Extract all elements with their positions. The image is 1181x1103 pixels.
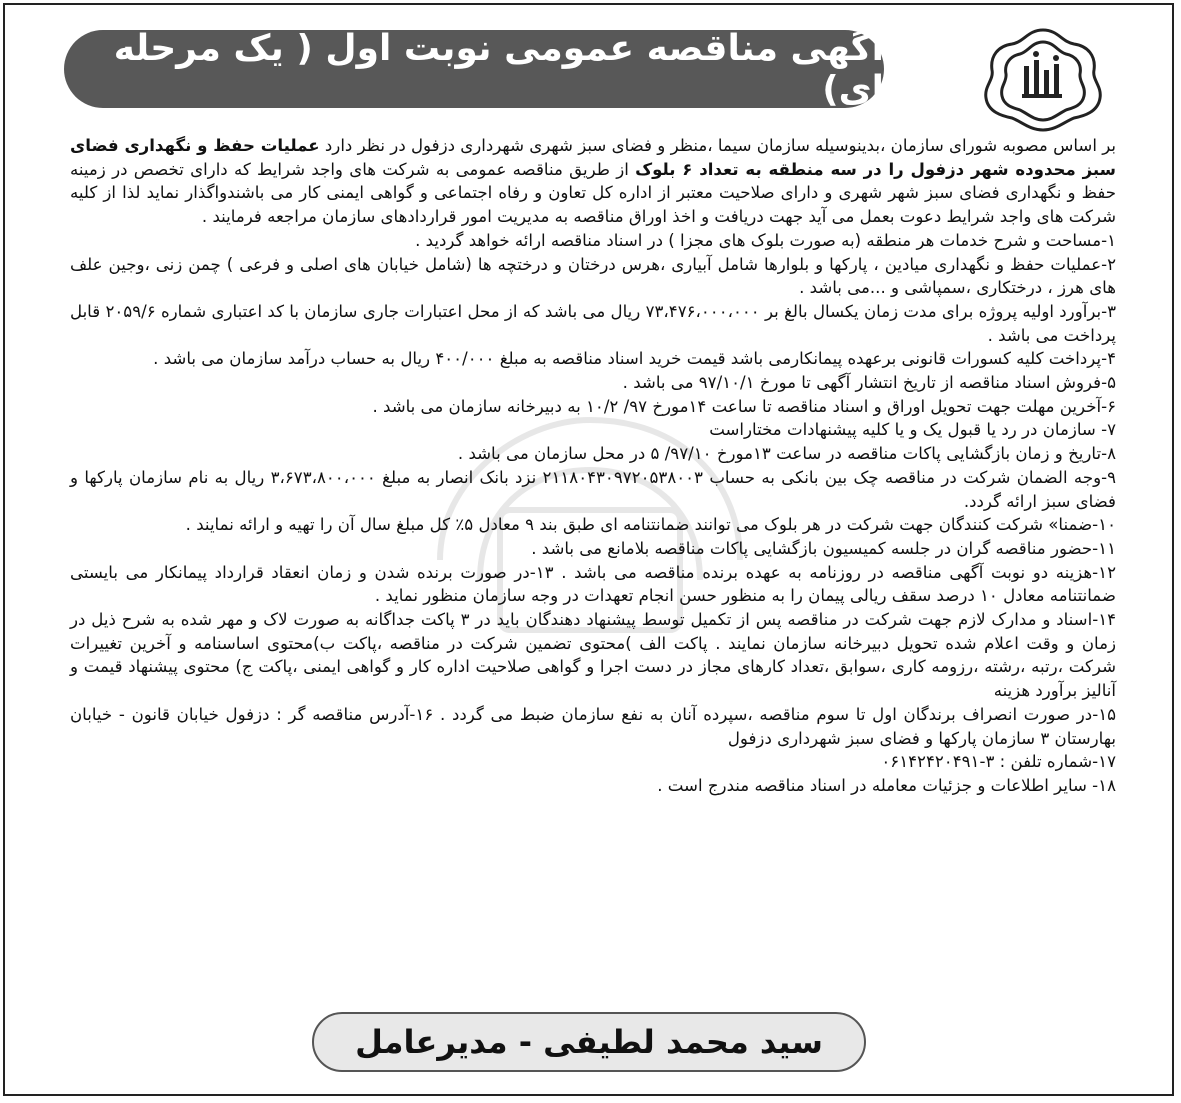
notice-title-banner [64, 30, 884, 108]
clause-3: ۳-برآورد اولیه پروژه برای مدت زمان یکسال بالغ بر ۷۳،۴۷۶،۰۰۰،۰۰۰ ریال می باشد که از محل اعتبارات جاری سازمان با کد اعتباری شماره ۲۰۵۹/۶ قابل پرداخت می باشد . [70, 301, 1117, 345]
notice-body [70, 134, 1116, 798]
clause-9: ۹-وجه الضمان شرکت در مناقصه چک بین بانکی به حساب ۲۱۱۸۰۴۳۰۹۷۲۰۵۳۸۰۰۳ نزد بانک انصار به مبلغ ۳،۶۷۳،۸۰۰،۰۰۰ ریال به نام سازمان پارکها و فضای سبز ارائه گردد. [70, 467, 1117, 511]
clause-15-16: ۱۵-در صورت انصراف برندگان اول تا سوم مناقصه ،سپرده آنان به نفع سازمان ضبط می گردد . ۱۶-آدرس مناقصه گر : دزفول خیابان قانون - خیابان بهارستان ۳ سازمان پارکها و فضای سبز شهرداری دزفول [70, 704, 1117, 748]
clause-14: ۱۴-اسناد و مدارک لازم جهت شرکت در مناقصه پس از تکمیل توسط پیشنهاد دهندگان باید در ۳ پاکت جداگانه به صورت لاک و مهر شده به شرح ذیل در زمان و وقت اعلام شده تحویل دبیرخانه سازمان نمایند . پاکت الف )محتوی تضمین شرکت در مناقصه ،پاکت ب)محتوی اساسنامه و آخرین تغییرات شرکت ،رتبه ،رشته ،رزومه کاری ،سوابق ،تعداد کارهای مجاز در دست اجرا و گواهی صلاحیت اداره کار و گواهی ایمنی ،پاکت ج) محتوی پیشنهاد قیمت و آنالیز برآورد هزینه [70, 610, 1117, 701]
intro-paragraph [70, 134, 1116, 229]
clause-2: ۲-عملیات حفظ و نگهداری میادین ، پارکها و بلوارها شامل آبیاری ،هرس درختان و درختچه ها (شامل خیابان های اصلی و فرعی ) چمن زنی ،وجین علف های هرز ، درختکاری ،سمپاشی و ...می باشد . [70, 254, 1116, 298]
intro-bold-subject: عملیات حفظ و نگهداری فضای سبز محدوده شهر دزفول را در سه منطقه به تعداد ۶ بلوک [70, 136, 1116, 179]
clause-17: ۱۷-شماره تلفن : ۳-۰۶۱۴۲۴۲۰۴۹۱ [881, 752, 1116, 772]
clause-10: ۱۰-ضمنا» شرکت کنندگان جهت شرکت در هر بلوک می توانند ضمانتنامه ای طبق بند ۹ معادل ۵٪ کل مبلغ سال آن را تهیه و ارائه نمایند . [185, 515, 1116, 535]
notice-title: آگهی مناقصه عمومی نوبت اول ( یک مرحله ای) [113, 28, 884, 110]
city-council-emblem-icon [976, 24, 1110, 134]
clause-1: ۱-مساحت و شرح خدمات هر منطقه (به صورت بلوک های مجزا ) در اسناد مناقصه ارائه خواهد گردید . [415, 230, 1116, 250]
intro-rest: از طریق مناقصه عمومی به شرکت های واجد شرایط که دارای تخصص در زمینه حفظ و نگهداری فضای سبز شهر شهری و دارای صلاحیت معتبر از اداره کل تعاون و رفاه اجتماعی و گواهی ایمنی کار می باشندواگذار نماید لذا از کلیه شرکت های واجد شرایط دعوت بعمل می آید جهت دریافت و اخذ اوراق مناقصه به مدیریت امور قراردادهای سازمان مراجعه فرمایند . [70, 159, 1116, 227]
clause-8: ۸-تاریخ و زمان بازگشایی پاکات مناقصه در ساعت ۱۳مورخ ۹۷/۱۰/ ۵ در محل سازمان می باشد . [457, 444, 1116, 464]
clause-4: ۴-پرداخت کلیه کسورات قانونی برعهده پیمانکارمی باشد قیمت خرید اسناد مناقصه به مبلغ ۴۰۰/۰۰۰ ریال به حساب درآمد سازمان می باشد . [153, 349, 1116, 369]
intro-lead: بر اساس مصوبه شورای سازمان ،بدینوسیله سازمان سیما ،منظر و فضای سبز شهری شهرداری دزفول در نظر دارد [324, 136, 1116, 155]
clause-18: ۱۸- سایر اطلاعات و جزئیات معامله در اسناد مناقصه مندرج است . [657, 775, 1116, 795]
clause-12-13: ۱۲-هزینه دو نوبت آگهی مناقصه در روزنامه به عهده برنده مناقصه می باشد . ۱۳-در صورت برنده شدن و زمان انعقاد قرارداد پیمانکار می بایستی ضمانتنامه معادل ۱۰ درصد سقف ریالی پیمان را به منظور حسن انجام تعهدات در وجه سازمان منظور نماید . [70, 562, 1116, 606]
clause-7: ۷- سازمان در رد یا قبول یک و یا کلیه پیشنهادات مختاراست [709, 420, 1116, 440]
signature-banner [312, 1012, 866, 1072]
clause-11: ۱۱-حضور مناقصه گران در جلسه کمیسیون بازگشایی پاکات مناقصه بلامانع می باشد . [531, 538, 1116, 558]
clause-5: ۵-فروش اسناد مناقصه از تاریخ انتشار آگهی تا مورخ ۹۷/۱۰/۱ می باشد . [622, 373, 1116, 393]
signature-text: سید محمد لطیفی - مدیرعامل [355, 1023, 823, 1061]
clause-6: ۶-آخرین مهلت جهت تحویل اوراق و اسناد مناقصه تا ساعت ۱۴مورخ ۹۷/ ۱۰/۲ به دبیرخانه سازمان می باشد . [372, 396, 1116, 416]
